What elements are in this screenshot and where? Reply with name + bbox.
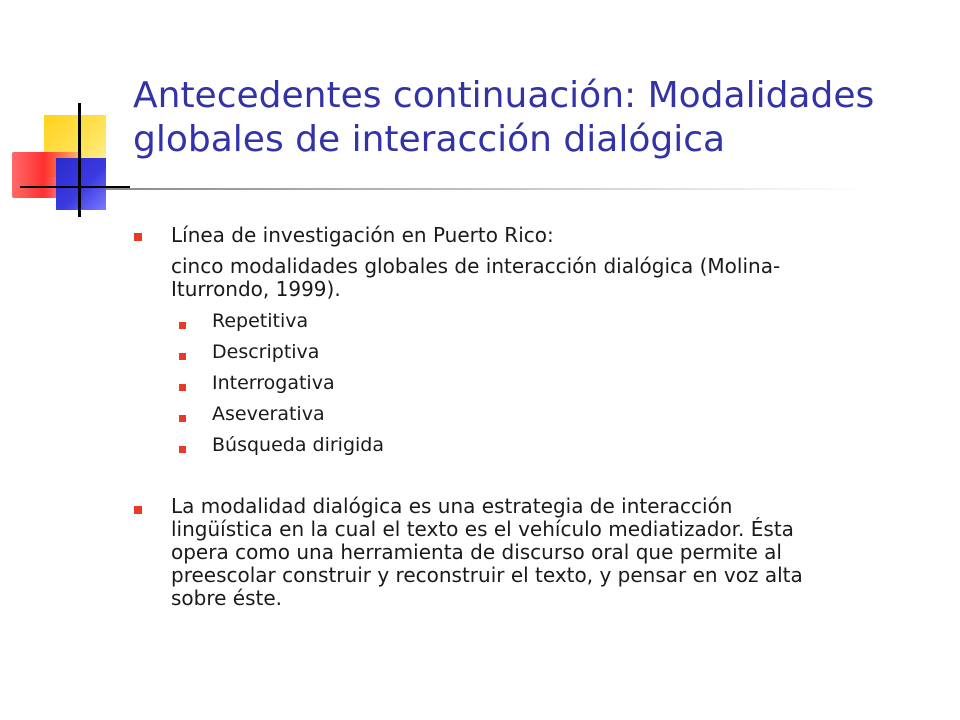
sub-item-interrogativa: Interrogativa xyxy=(212,372,335,394)
bullet-2-line-1: La modalidad dialógica es una estrategia de interacción xyxy=(171,494,733,518)
bullet-square-icon xyxy=(134,233,142,241)
slide-title xyxy=(133,74,923,162)
bullet-square-icon xyxy=(134,506,142,514)
bullet-2-line-5: sobre éste. xyxy=(171,586,283,610)
slide-title-line-1: Antecedentes continuación: Modalidades xyxy=(133,75,875,116)
sub-item-repetitiva: Repetitiva xyxy=(212,310,309,332)
vertical-line-decoration xyxy=(78,103,81,217)
bullet-1-continuation-line-2: Iturrondo, 1999). xyxy=(171,277,341,301)
sub-bullet-square-icon xyxy=(179,322,186,329)
bullet-1-continuation-line-1: cinco modalidades globales de interacción dialógica (Molina- xyxy=(171,254,781,278)
title-underline-rule xyxy=(106,188,866,190)
bullet-2-line-4: preescolar construir y reconstruir el texto, y pensar en voz alta xyxy=(171,563,803,587)
sub-item-aseverativa: Aseverativa xyxy=(212,403,325,425)
blue-square-decoration xyxy=(56,158,106,210)
bullet-1-heading: Línea de investigación en Puerto Rico: xyxy=(171,223,554,247)
bullet-2-line-2: lingüística en la cual el texto es el vehículo mediatizador. Ésta xyxy=(171,517,794,541)
slide-title-line-2: globales de interacción dialógica xyxy=(133,119,726,160)
sub-item-busqueda-dirigida: Búsqueda dirigida xyxy=(212,434,384,456)
bullet-2-line-3: opera como una herramienta de discurso oral que permite al xyxy=(171,540,782,564)
sub-bullet-square-icon xyxy=(179,415,186,422)
sub-bullet-square-icon xyxy=(179,353,186,360)
sub-bullet-square-icon xyxy=(179,446,186,453)
sub-bullet-square-icon xyxy=(179,384,186,391)
sub-item-descriptiva: Descriptiva xyxy=(212,341,320,363)
